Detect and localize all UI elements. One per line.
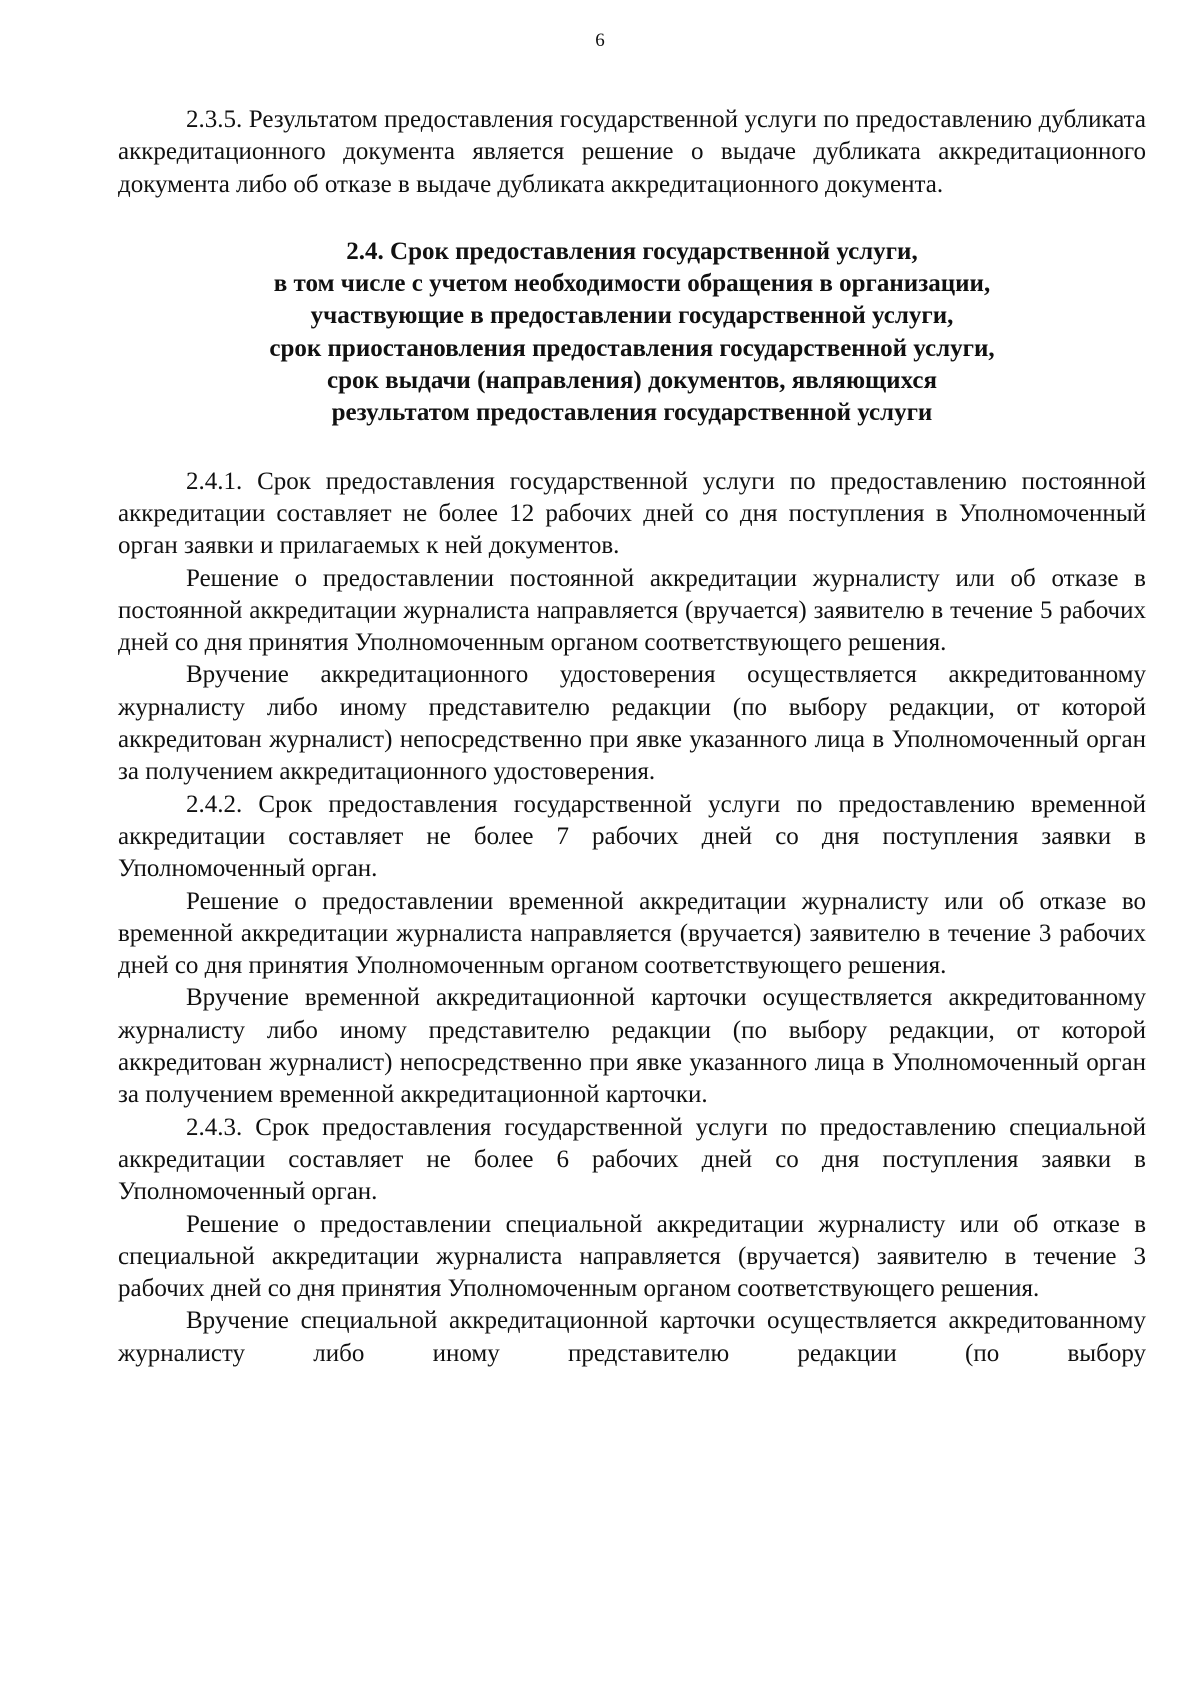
- heading-line: участвующие в предоставлении государственной услуги,: [310, 302, 954, 330]
- paragraph-2-4-2: 2.4.2. Срок предоставления государственной услуги по предоставлению временной аккредитации составляет не более 7 рабочих дней со дня поступления заявки в Уполномоченный орган.: [118, 790, 1146, 883]
- heading-line: срок приостановления предоставления государственной услуги,: [269, 334, 995, 362]
- heading-line: срок выдачи (направления) документов, являющихся: [327, 367, 937, 395]
- section-heading-2-4: [118, 236, 1146, 430]
- paragraph-2-4-3: 2.4.3. Срок предоставления государственной услуги по предоставлению специальной аккредитации составляет не более 6 рабочих дней со дня поступления заявки в Уполномоченный орган.: [118, 1113, 1146, 1206]
- paragraph-special-decision: Решение о предоставлении специальной аккредитации журналисту или об отказе в специальной аккредитации журналиста направляется (вручается) заявителю в течение 3 рабочих дней со дня принятия Уполномоченным органом соответствующего решения.: [118, 1210, 1146, 1303]
- heading-line: в том числе с учетом необходимости обращения в организации,: [273, 270, 991, 298]
- paragraph-temporary-delivery: Вручение временной аккредитационной карточки осуществляется аккредитованному журналисту либо иному представителю редакции (по выбору редакции, от которой аккредитован журналист) непосредственно при явке указанного лица в Уполномоченный орган за получением временной аккредитационной карточки.: [118, 984, 1146, 1109]
- heading-line: 2.4. Срок предоставления государственной услуги,: [346, 237, 918, 265]
- heading-line: результатом предоставления государственной услуги: [331, 399, 933, 427]
- page-number: 6: [595, 30, 605, 51]
- paragraph-temporary-decision: Решение о предоставлении временной аккредитации журналисту или об отказе во временной аккредитации журналиста направляется (вручается) заявителю в течение 3 рабочих дней со дня принятия Уполномоченным органом соответствующего решения.: [118, 887, 1146, 980]
- paragraph-2-4-1: 2.4.1. Срок предоставления государственной услуги по предоставлению постоянной аккредитации составляет не более 12 рабочих дней со дня поступления в Уполномоченный орган заявки и прилагаемых к ней документов.: [118, 467, 1146, 560]
- paragraph-permanent-delivery: Вручение аккредитационного удостоверения осуществляется аккредитованному журналисту либо иному представителю редакции (по выбору редакции, от которой аккредитован журналист) непосредственно при явке указанного лица в Уполномоченный орган за получением аккредитационного удостоверения.: [118, 661, 1146, 786]
- paragraph-2-3-5: 2.3.5. Результатом предоставления государственной услуги по предоставлению дубликата аккредитационного документа является решение о выдаче дубликата аккредитационного документа либо об отказе в выдаче дубликата аккредитационного документа.: [118, 106, 1146, 198]
- paragraph-permanent-decision: Решение о предоставлении постоянной аккредитации журналисту или об отказе в постоянной аккредитации журналиста направляется (вручается) заявителю в течение 5 рабочих дней со дня принятия Уполномоченным органом соответствующего решения.: [118, 564, 1146, 657]
- document-body: [118, 104, 1146, 1370]
- paragraph-special-delivery: Вручение специальной аккредитационной карточки осуществляется аккредитованному журналисту либо иному представителю редакции (по выбору: [118, 1307, 1146, 1367]
